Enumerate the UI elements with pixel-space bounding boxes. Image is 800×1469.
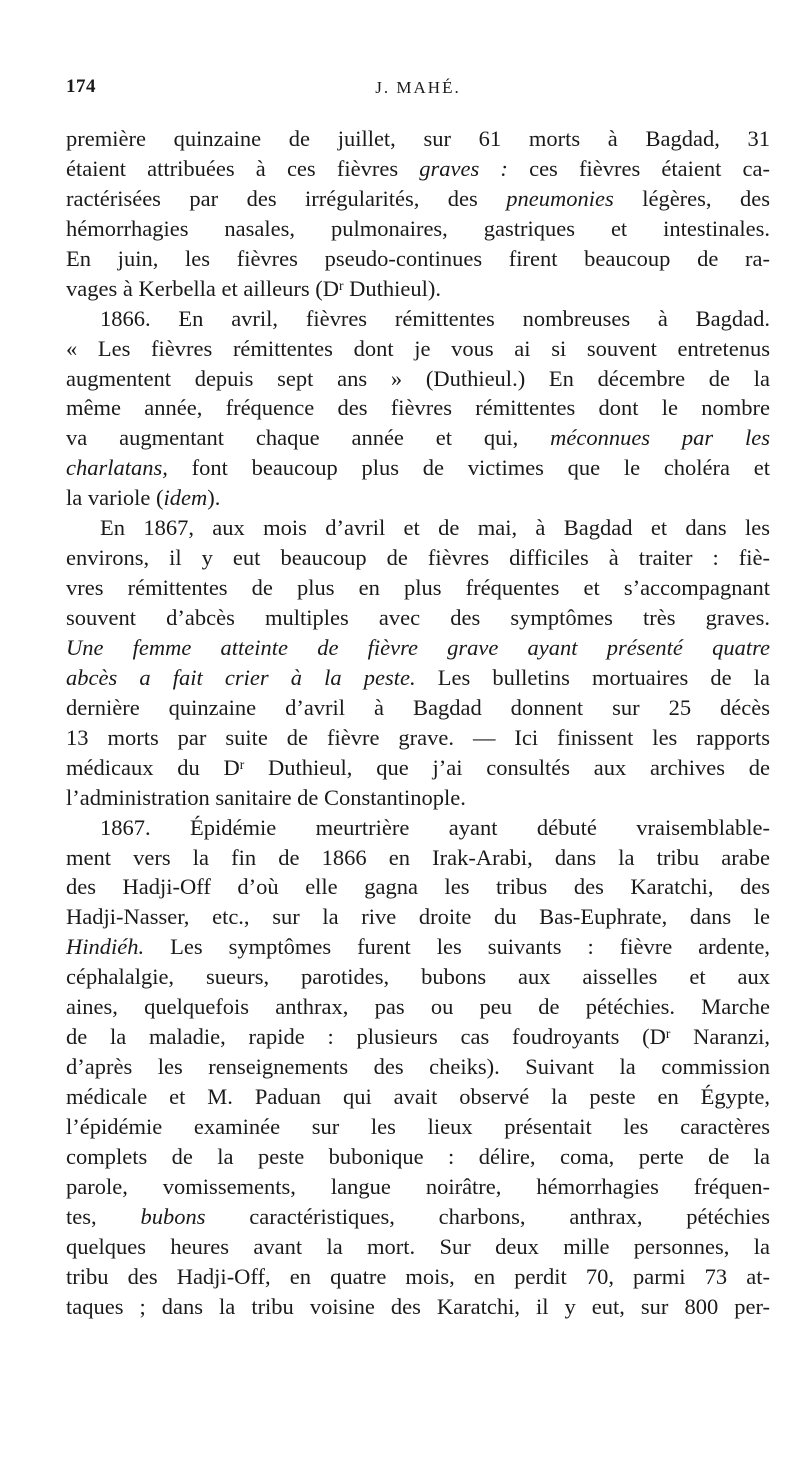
- text-segment: En juin, les fièvres pseudo-continues firent beaucoup de ra-: [66, 245, 770, 271]
- text-line: [66, 334, 770, 364]
- text-line: [66, 1232, 770, 1262]
- text-line: [66, 244, 770, 274]
- text-line: [66, 1262, 770, 1292]
- italic-text: graves :: [419, 155, 508, 181]
- text-line: [66, 1022, 770, 1052]
- text-line: [66, 453, 770, 483]
- text-segment: font beaucoup plus de victimes que le choléra et: [167, 455, 770, 481]
- text-line: [66, 723, 770, 753]
- text-line: [66, 843, 770, 873]
- text-segment: étaient attribuées à ces fièvres: [66, 155, 420, 181]
- text-segment: va augmentant chaque année et qui,: [66, 425, 551, 451]
- text-segment: l’administration sanitaire de Constantinople.: [66, 784, 466, 810]
- running-head: J. MAHÉ.: [375, 78, 461, 97]
- page-number: 174: [66, 76, 96, 97]
- text-segment: augmentent depuis sept ans » (Duthieul.) En décembre de la: [66, 365, 770, 391]
- text-line: [66, 483, 770, 513]
- text-segment: médicale et M. Paduan qui avait observé la peste en Égypte,: [66, 1084, 770, 1109]
- text-segment: des Hadji-Off d’où elle gagna les tribus des Karatchi, des: [66, 874, 770, 900]
- text-segment: tes,: [66, 1203, 141, 1229]
- text-segment: Les symptômes furent les suivants : fièvre ardente,: [144, 934, 770, 960]
- text-line: [66, 663, 770, 693]
- italic-text: Hindiéh.: [66, 934, 145, 960]
- page-header: [66, 74, 770, 108]
- text-line: [66, 1142, 770, 1172]
- text-segment: parole, vomissements, langue noirâtre, hémorrhagies fréquen-: [66, 1173, 770, 1199]
- text-line: [66, 633, 770, 663]
- text-line: [66, 274, 770, 304]
- italic-text: pneumonies: [506, 185, 614, 211]
- text-line: [66, 184, 770, 214]
- italic-text: méconnues par les: [550, 425, 771, 451]
- text-segment: complets de la peste bubonique : délire, coma, perte de la: [66, 1143, 770, 1169]
- italic-text: charlatans,: [66, 455, 168, 481]
- text-segment: « Les fièvres rémittentes dont je vous ai si souvent entretenus: [66, 335, 770, 361]
- text-segment: de la maladie, rapide : plusieurs cas foudroyants (D: [66, 1024, 666, 1050]
- text-segment: ces fièvres étaient ca-: [507, 155, 770, 181]
- superscript: r: [239, 756, 245, 772]
- text-segment: ractérisées par des irrégularités, des: [66, 185, 507, 211]
- superscript: r: [665, 1026, 671, 1042]
- text-segment: Duthieul, que j’ai consultés aux archives de: [244, 754, 770, 780]
- text-line: [66, 1082, 770, 1112]
- text-segment: Naranzi,: [670, 1024, 770, 1050]
- text-line: [66, 1052, 770, 1082]
- text-line: [66, 962, 770, 992]
- text-line: [66, 364, 770, 394]
- text-line: [66, 902, 770, 932]
- text-segment: vages à Kerbella et ailleurs (D: [66, 275, 339, 301]
- text-segment: céphalalgie, sueurs, parotides, bubons aux aisselles et aux: [66, 964, 770, 990]
- italic-text: Une femme atteinte de fièvre grave ayant présenté quatre: [66, 634, 770, 660]
- text-segment: d’après les renseignements des cheiks). Suivant la commission: [66, 1054, 770, 1080]
- text-segment: vres rémittentes de plus en plus fréquentes et s’accompagnant: [66, 575, 770, 601]
- text-line: [66, 573, 770, 603]
- text-line: [66, 992, 770, 1022]
- text-segment: environs, il y eut beaucoup de fièvres difficiles à traiter : fiè-: [66, 545, 770, 571]
- text-segment: En 1867, aux mois d’avril et de mai, à Bagdad et dans les: [100, 515, 770, 541]
- text-segment: caractéristiques, charbons, anthrax, pétéchies: [205, 1203, 770, 1229]
- text-segment: Duthieul).: [343, 275, 441, 301]
- text-segment: Hadji-Nasser, etc., sur la rive droite du Bas-Euphrate, dans le: [66, 904, 770, 930]
- italic-text: bubons: [140, 1203, 206, 1229]
- text-segment: 13 morts par suite de fièvre grave. — Ici finissent les rapports: [66, 724, 770, 750]
- text-segment: la variole (: [66, 485, 164, 511]
- text-segment: médicaux du D: [66, 754, 240, 780]
- text-segment: l’épidémie examinée sur les lieux présentait les caractères: [66, 1113, 770, 1139]
- text-line: [66, 603, 770, 633]
- text-line: [66, 813, 770, 843]
- text-segment: Les bulletins mortuaires de la: [415, 664, 770, 690]
- text-line: [66, 872, 770, 902]
- text-line: [66, 1202, 770, 1232]
- text-segment: hémorrhagies nasales, pulmonaires, gastriques et intestinales.: [66, 215, 770, 241]
- text-segment: taques ; dans la tribu voisine des Karatchi, il y eut, sur 800 per-: [66, 1293, 770, 1319]
- text-segment: 1866. En avril, fièvres rémittentes nombreuses à Bagdad.: [100, 305, 770, 331]
- text-line: [66, 423, 770, 453]
- text-segment: même année, fréquence des fièvres rémittentes dont le nombre: [66, 395, 770, 421]
- text-line: [66, 543, 770, 573]
- italic-text: abcès a fait crier à la peste.: [66, 664, 416, 690]
- text-segment: souvent d’abcès multiples avec des symptômes très graves.: [66, 605, 770, 630]
- text-segment: tribu des Hadji-Off, en quatre mois, en perdit 70, parmi 73 at-: [66, 1263, 770, 1289]
- text-line: [66, 124, 770, 154]
- text-line: [66, 393, 770, 423]
- text-line: [66, 513, 770, 543]
- text-line: [66, 304, 770, 334]
- text-segment: 1867. Épidémie meurtrière ayant débuté vraisemblable-: [100, 814, 770, 840]
- superscript: r: [339, 277, 344, 293]
- text-line: [66, 693, 770, 723]
- text-line: [66, 932, 770, 962]
- text-segment: première quinzaine de juillet, sur 61 morts à Bagdad, 31: [66, 126, 770, 151]
- text-line: [66, 1112, 770, 1142]
- text-segment: quelques heures avant la mort. Sur deux mille personnes, la: [66, 1233, 770, 1259]
- italic-text: idem: [163, 485, 208, 511]
- body-text: [66, 124, 770, 1322]
- text-line: [66, 214, 770, 244]
- text-segment: légères, des: [613, 185, 770, 211]
- text-segment: dernière quinzaine d’avril à Bagdad donnent sur 25 décès: [66, 694, 770, 720]
- text-line: [66, 783, 770, 813]
- text-line: [66, 154, 770, 184]
- text-line: [66, 1292, 770, 1322]
- text-line: [66, 1172, 770, 1202]
- text-segment: ment vers la fin de 1866 en Irak-Arabi, dans la tribu arabe: [66, 844, 770, 870]
- text-segment: ).: [207, 485, 221, 511]
- text-segment: aines, quelquefois anthrax, pas ou peu de pétéchies. Marche: [66, 994, 770, 1020]
- text-line: [66, 753, 770, 783]
